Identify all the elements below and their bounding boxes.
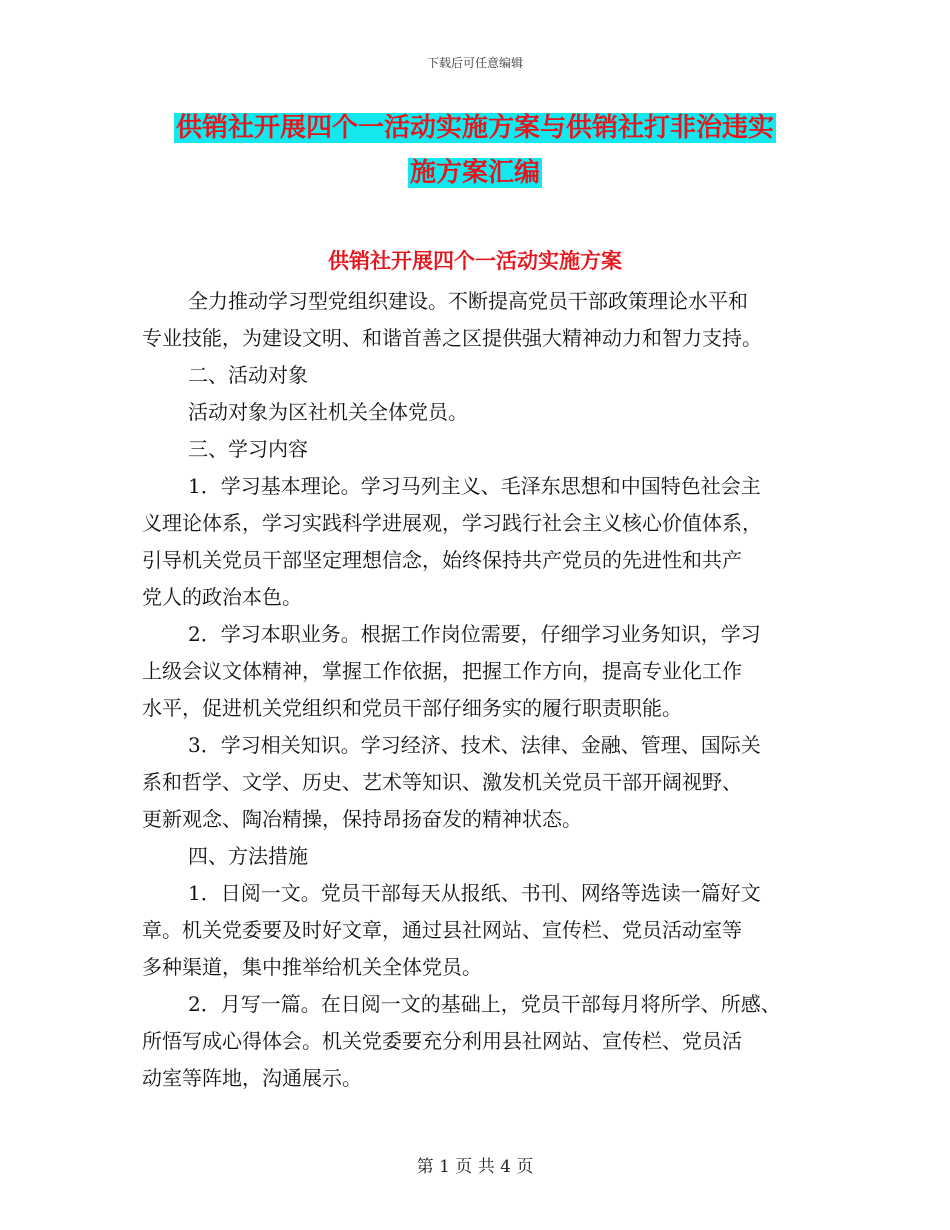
paragraph-line: 活动对象为区社机关全体党员。	[188, 400, 468, 424]
main-title-line-1	[0, 108, 950, 148]
heading-study-content: 三、学习内容	[188, 437, 308, 461]
paragraph-line: 所悟写成心得体会。机关党委要充分利用县社网站、宣传栏、党员活	[142, 1029, 742, 1053]
paragraph-line: 2．学习本职业务。根据工作岗位需要，仔细学习业务知识，学习	[188, 622, 761, 646]
paragraph-line: 1．日阅一文。党员干部每天从报纸、书刊、网络等选读一篇好文	[188, 881, 761, 905]
paragraph-line: 多种渠道，集中推举给机关全体党员。	[142, 955, 482, 979]
paragraph-line: 1．学习基本理论。学习马列主义、毛泽东思想和中国特色社会主	[188, 474, 761, 498]
paragraph-line: 2．月写一篇。在日阅一文的基础上，党员干部每月将所学、所感、	[188, 992, 781, 1016]
paragraph-line: 上级会议文体精神，掌握工作依据，把握工作方向，提高专业化工作	[142, 659, 742, 683]
page-footer: 第 1 页 共 4 页	[416, 1157, 534, 1177]
heading-methods: 四、方法措施	[188, 844, 308, 868]
section-title: 供销社开展四个一活动实施方案	[328, 249, 622, 273]
paragraph-line: 章。机关党委要及时好文章，通过县社网站、宣传栏、党员活动室等	[142, 918, 742, 942]
document-body	[142, 283, 832, 1097]
paragraph-line: 引导机关党员干部坚定理想信念，始终保持共产党员的先进性和共产	[142, 548, 742, 572]
paragraph-line: 水平，促进机关党组织和党员干部仔细务实的履行职责职能。	[142, 696, 682, 720]
paragraph-line: 专业技能，为建设文明、和谐首善之区提供强大精神动力和智力支持。	[142, 326, 762, 350]
paragraph-line: 党人的政治本色。	[142, 585, 302, 609]
main-title-line-2	[0, 153, 950, 193]
header-note: 下载后可任意编辑	[426, 56, 523, 70]
paragraph-line: 3．学习相关知识。学习经济、技术、法律、金融、管理、国际关	[188, 733, 761, 757]
heading-activity-target: 二、活动对象	[188, 363, 308, 387]
paragraph-line: 全力推动学习型党组织建设。不断提高党员干部政策理论水平和	[188, 289, 748, 313]
paragraph-line: 更新观念、陶冶精操，保持昂扬奋发的精神状态。	[142, 807, 582, 831]
paragraph-line: 动室等阵地，沟通展示。	[142, 1066, 362, 1090]
paragraph-line: 系和哲学、文学、历史、艺术等知识、激发机关党员干部开阔视野、	[142, 770, 742, 794]
paragraph-line: 义理论体系，学习实践科学进展观，学习践行社会主义核心价值体系，	[142, 511, 762, 535]
main-title-text-1: 供销社开展四个一活动实施方案与供销社打非治违实	[175, 113, 774, 143]
main-title-text-2: 施方案汇编	[409, 158, 540, 188]
